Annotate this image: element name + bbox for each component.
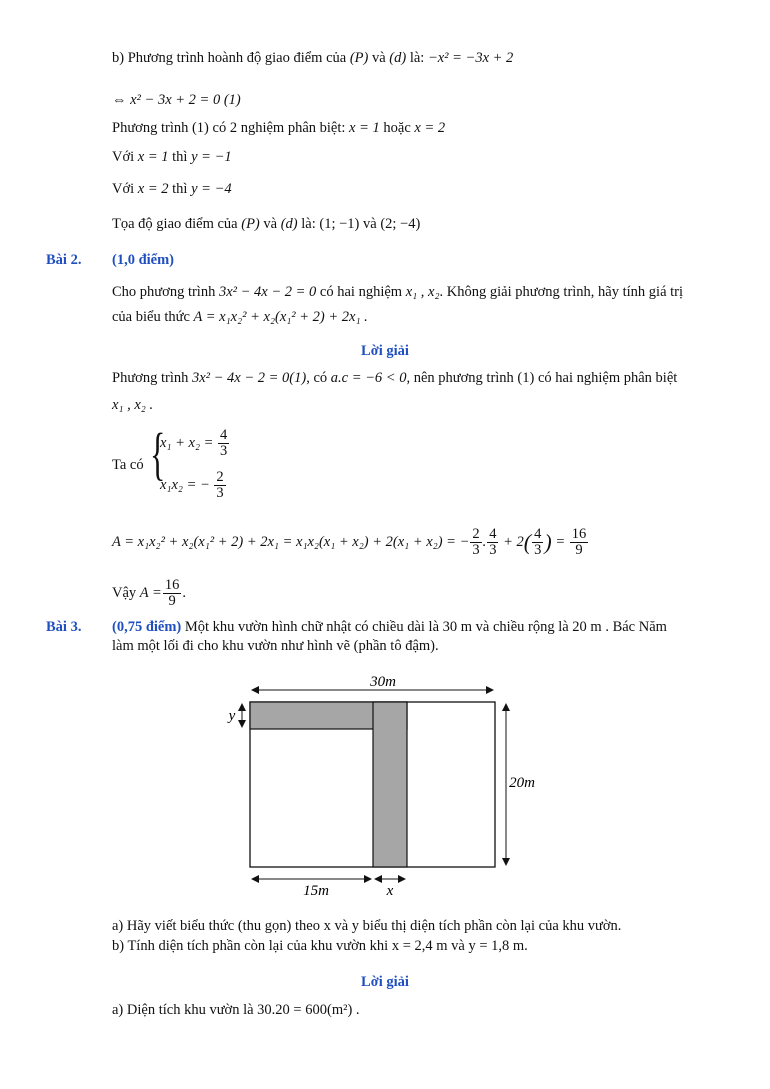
part-b-line-4: Với x = 1 thì y = −1 — [112, 149, 232, 165]
system-brace: { — [150, 421, 166, 486]
part-b-line-1: b) Phương trình hoành độ giao điểm của (P) và (d) là: −x² = −3x + 2 — [112, 50, 514, 66]
label-20m: 20m — [509, 775, 535, 791]
part-b-line-6: Tọa độ giao điểm của (P) và (d) là: (1; −1) và (2; −4) — [112, 216, 421, 232]
taco-label: Ta có — [112, 457, 144, 473]
bai3-question-line-2: làm một lối đi cho khu vườn như hình vẽ (phần tô đậm). — [112, 638, 439, 654]
vieta-sum: x₁ + x₂ = $\frac{4}{3}$ — [160, 427, 228, 459]
bai3-question-a: a) Hãy viết biểu thức (thu gọn) theo x và y biểu thị diện tích phần còn lại của khu vườn. — [112, 918, 622, 934]
bai2-solution-line-2: x₁ , x₂ . — [112, 397, 154, 413]
bai2-question-line-2: của biểu thức A = x₁x₂² + x₂(x₁² + 2) + 2x₁ . — [112, 309, 368, 325]
part-b-line-5: Với x = 2 thì y = −4 — [112, 181, 232, 197]
bai2-solution-line-1: Phương trình 3x² − 4x − 2 = 0(1), có a.c = −6 < 0, nên phương trình (1) có hai nghiệm phân biệt — [112, 370, 678, 386]
label-y: y — [228, 708, 236, 724]
label-x: x — [386, 883, 394, 899]
bai3-label: Bài 3. — [46, 619, 82, 635]
bai3-question-b: b) Tính diện tích phần còn lại của khu vườn khi x = 2,4 m và y = 1,8 m. — [112, 938, 528, 954]
vertical-path — [373, 702, 407, 867]
bai2-solution-title: Lời giải — [361, 343, 409, 359]
bai2-conclusion: Vậy A = $\frac{16}{9}$ . — [112, 577, 186, 609]
bai3-question-line-1: (0,75 điểm) Một khu vườn hình chữ nhật có chiều dài là 30 m và chiều rộng là 20 m . Bác Năm — [112, 619, 667, 635]
label-15m: 15m — [303, 883, 329, 899]
bai2-points: (1,0 điểm) — [112, 252, 175, 268]
part-b-line-2: ⇔ x² − 3x + 2 = 0 (1) — [112, 92, 241, 108]
bai3-solution-a: a) Diện tích khu vườn là 30.20 = 600(m²) . — [112, 1002, 360, 1018]
label-30m: 30m — [370, 674, 396, 690]
bai3-solution-title: Lời giải — [361, 974, 409, 990]
vieta-product: x₁x₂ = − $\frac{2}{3}$ — [160, 469, 224, 501]
bai2-label: Bài 2. — [46, 252, 82, 268]
part-b-line-3: Phương trình (1) có 2 nghiệm phân biệt: x = 1 hoặc x = 2 — [112, 120, 446, 136]
bai2-question-line-1: Cho phương trình 3x² − 4x − 2 = 0 có hai nghiệm x₁ , x₂. Không giải phương trình, hãy tính giá trị — [112, 284, 684, 300]
bai2-computation: A = x₁x₂² + x₂(x₁² + 2) + 2x₁ = x₁x₂(x₁ + x₂) + 2(x₁ + x₂) = − $\frac{2}{3}$ . $\frac{4}{3}$ + 2( $\frac{4}{3}$ ) = $\frac{16}{9}$ — [112, 526, 587, 558]
garden-figure — [0, 670, 770, 900]
